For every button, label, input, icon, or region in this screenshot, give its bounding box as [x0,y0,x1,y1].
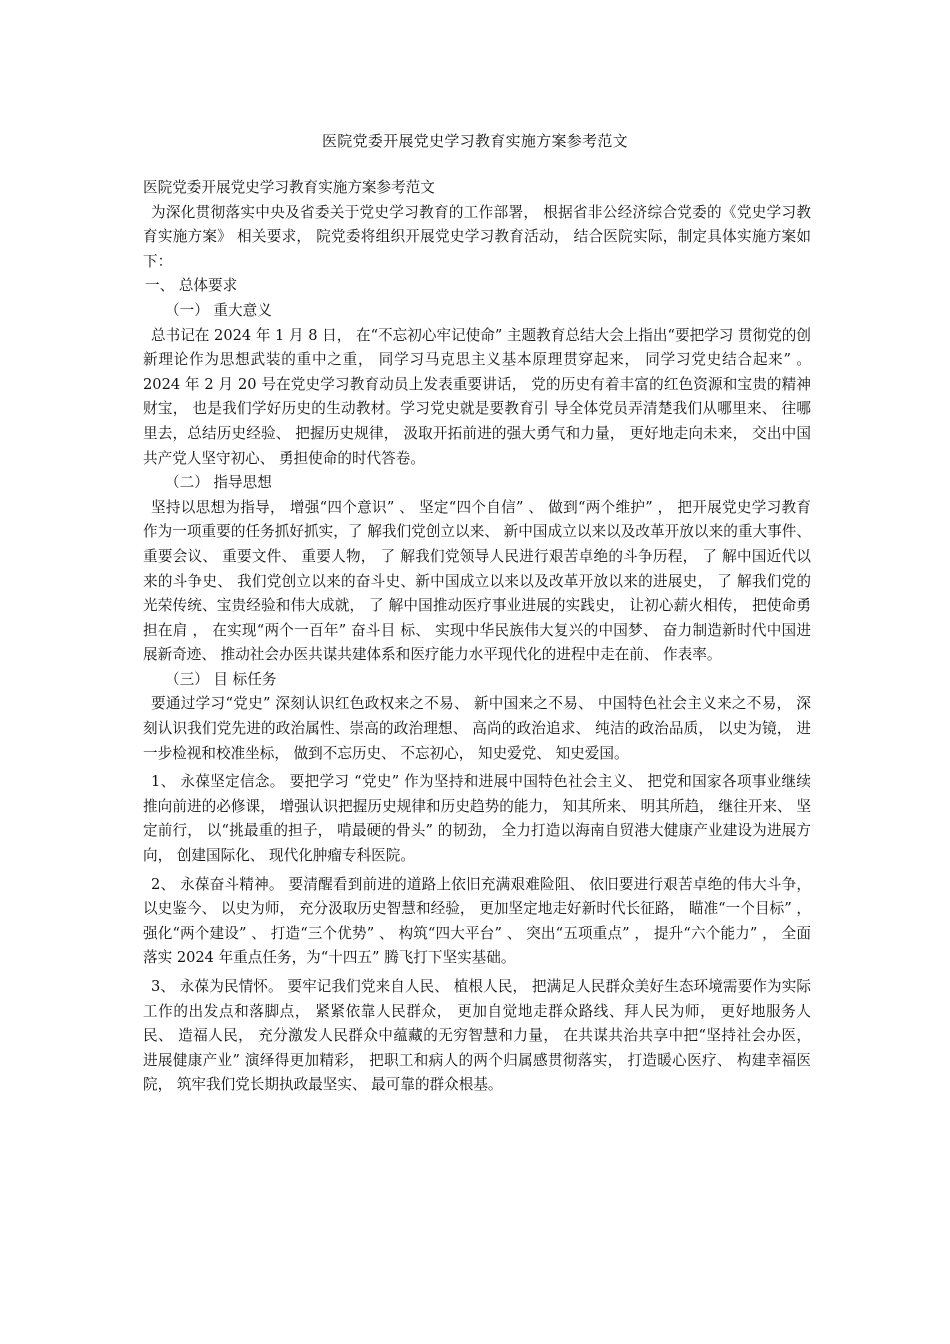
item1-paragraph: 1、 永葆坚定信念。 要把学习 “党史” 作为坚持和进展中国特色社会主义、 把党和国家各项事业继续推向前进的必修课， 增强认识把握历史规律和历史趋势的能力， 知其所来、 明其所趋， 继往开来、 坚定前行， 以“挑最重的担子， 啃最硬的骨头” 的韧劲， 全力打造以海南自贸港大健康产业建设为进展方向， 创建国际化、 现代化肿瘤专科医院。 [143,773,811,865]
sub1-heading: （一） 重大意义 [165,301,272,319]
sub3-heading: （三） 目 标任务 [165,670,277,688]
section1-heading: 一、 总体要求 [145,277,238,295]
intro-paragraph: 为深化贯彻落实中央及省委关于党史学习教育的工作部署， 根据省非公经济综合党委的《党史学习教育实施方案》 相关要求， 院党委将组织开展党史学习教育活动， 结合医院实际，制定具体实施方案如下： [143,203,811,270]
item3-paragraph: 3、 永葆为民情怀。 要牢记我们党来自人民、 植根人民， 把满足人民群众美好生态环境需要作为实际工作的出发点和落脚点， 紧紧依靠人民群众， 更加自觉地走群众路线、拜人民为师， 更好地服务人民、 造福人民， 充分激发人民群众中蕴藏的无穷智慧和力量， 在共谋共治共享中把“坚持社会办医， 进展健康产业” 演绎得更加精彩， 把职工和病人的两个归属感贯彻落实， 打造暖心医疗、 构建幸福医院， 筑牢我们党长期执政最坚实、 最可靠的群众根基。 [143,978,811,1094]
document-subtitle: 医院党委开展党史学习教育实施方案参考范文 [143,179,435,196]
item2-paragraph: 2、 永葆奋斗精神。 要清醒看到前进的道路上依旧充满艰难险阻、 依旧要进行艰苦卓绝的伟大斗争， 以史鉴今、 以史为师， 充分汲取历史智慧和经验， 更加坚定地走好新时代长征路， 瞄准“一个目标” ， 强化“两个建设” 、 打造“三个优势” 、 构筑“四大平台” 、 突出“五项重点” ， 提升“六个能力” ， 全面落实 2024 年重点任务，为“十四五” 腾飞打下坚实基础。 [143,875,811,967]
sub2-heading: （二） 指导思想 [165,474,272,492]
document-body [143,176,811,1098]
sub1-paragraph: 总书记在 2024 年 1 月 8 日， 在“不忘初心牢记使命” 主题教育总结大会上指出“要把学习 贯彻党的创新理论作为思想武装的重中之重， 同学习马克思主义基本原理贯穿起来， 同学习党史结合起来” 。2024 年 2 月 20 号在党史学习教育动员上发表重要讲话， 党的历史有着丰富的红色资源和宝贵的精神财宝， 也是我们学好历史的生动教材。学习党史就是要教育引 导全体党员弄清楚我们从哪里来、 往哪里去，总结历史经验、 把握历史规律， 汲取开拓前进的强大勇气和力量， 更好地走向未来， 交出中国共产党人坚守初心、 勇担使命的时代答卷。 [143,326,811,467]
sub3-paragraph: 要通过学习“党史” 深刻认识红色政权来之不易、 新中国来之不易、 中国特色社会主义来之不易， 深刻认识我们党先进的政治属性、崇高的政治理想、 高尚的政治追求、 纯洁的政治品质， 以史为镜， 进一步检视和校准坐标， 做到不忘历史、 不忘初心， 知史爱党、 知史爱国。 [143,695,811,762]
document-title: 医院党委开展党史学习教育实施方案参考范文 [321,132,628,150]
sub2-paragraph: 坚持以思想为指导， 增强“四个意识” 、 坚定“四个自信” 、 做到“两个维护” ， 把开展党史学习教育作为一项重要的任务抓好抓实，了 解我们党创立以来、 新中国成立以来以及改革开放以来的重大事件、重要会议、 重要文件、 重要人物， 了 解我们党领导人民进行艰苦卓绝的斗争历程， 了 解中国近代以来的斗争史、 我们党创立以来的奋斗史、新中国成立以来以及改革开放以来的进展史， 了 解我们党的光荣传统、宝贵经验和伟大成就， 了 解中国推动医疗事业进展的实践史， 让初心薪火相传， 把使命勇担在肩 ， 在实现“两个一百年” 奋斗目 标、 实现中华民族伟大复兴的中国梦、 奋力制造新时代中国进展新奇迹、 推动社会办医共谋共建体系和医疗能力水平现代化的进程中走在前、 作表率。 [143,498,811,664]
